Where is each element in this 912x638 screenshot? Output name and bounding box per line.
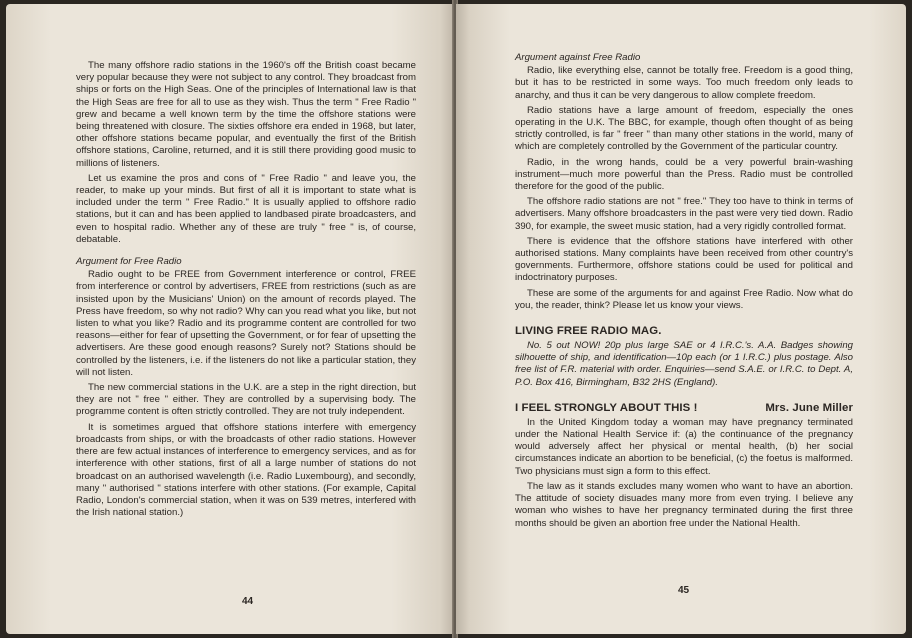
- subheading-argument-for: Argument for Free Radio: [76, 256, 182, 268]
- intro-paragraph: Let us examine the pros and cons of " Free Radio " and leave you, the reader, to make up your minds. But first of all it is important to state what is included under the term " Free Radio." It is usually applied to offshore radio stations, but it can and has been applied to landbased pirate broadcasters, and even to hospital radio. Whether any of these are truly " free " is, of course, debatable.: [76, 172, 416, 245]
- body-paragraph: These are some of the arguments for and against Free Radio. Now what do you, the reader, think? Please let us know your views.: [515, 287, 853, 311]
- intro-paragraph: The many offshore radio stations in the 1960's off the British coast became very popular because they were not subject to any control. They broadcast from ships or forts on the High Seas. One of the principles of International law is that the High Seas are free for all to use as they wish. Thus the term " Free Radio " grew and became a well known term by the time the offshore stations were being threatened with closure. The sixties offshore era ended in 1968, but later, other offshore stations became popular, and eventually the first of the British offshore stations, Caroline, returned, and it is still there providing good music to millions of listeners.: [76, 60, 416, 169]
- author-name: Mrs. June Miller: [765, 401, 853, 414]
- body-paragraph: Radio stations have a large amount of freedom, especially the ones operating in the U.K. The BBC, for example, though often thought of as being strictly controlled, is far " freer " than many other stations in the world, many of which are completely controlled by the Government of the particular country.: [515, 104, 853, 153]
- body-paragraph: Radio, like everything else, cannot be totally free. Freedom is a good thing, but it has to be restricted in some ways. Too much freedom only leads to anarchy, and thus it can be very dangerous to allow complete freedom.: [515, 65, 853, 101]
- body-paragraph: It is sometimes argued that offshore stations interfere with emergency broadcasts from ships, or with the broadcasts of other radio stations. However there are few actual instances of interference to emergency services, and as for interference with other stations, first of all a large number of stations do not broadcast on an authorised wavelength (i.e. Radio Luxembourg), and secondly, many " authorised " stations interfere with other stations. (For example, Capital Radio, London's commercial station, when it was on 539 metres, interfered with the Irish national station.): [76, 421, 416, 519]
- body-paragraph: There is evidence that the offshore stations have interfered with other authorised stations. Many complaints have been received from other country's governments. Furthermore, offshore stations could be used for political and indoctrinatory purposes.: [515, 235, 853, 284]
- feel-heading: I FEEL STRONGLY ABOUT THIS !: [515, 401, 698, 414]
- left-page: [6, 4, 454, 634]
- left-page-text: [76, 60, 416, 522]
- mag-heading: LIVING FREE RADIO MAG.: [515, 325, 662, 338]
- body-paragraph: In the United Kingdom today a woman may have pregnancy terminated under the National Health Service if: (a) the continuance of the pregnancy would adversely affect her physical or mental health, (b) her social circumstances indicate an abortion to be beneficial, (c) the foetus is malformed. Two physicians must sign a form to this effect.: [515, 416, 853, 477]
- page-number: 45: [678, 585, 690, 596]
- page-number: 44: [242, 596, 254, 607]
- right-page: [456, 4, 906, 634]
- right-page-text: [515, 52, 853, 533]
- body-paragraph: The law as it stands excludes many women who want to have an abortion. The attitude of society disuades many more from even trying. I believe any woman who wishes to have her pregnancy terminated during the first three months should be given an abortion free under the National Health.: [515, 480, 853, 529]
- body-paragraph: The offshore radio stations are not " free." They too have to think in terms of advertisers. Many offshore broadcasters in the past were very tied down. Radio 390, for example, the sweet music station, had a very rigidly controlled format.: [515, 196, 853, 232]
- body-paragraph: Radio ought to be FREE from Government interference or control, FREE from interference or control by advertisers, FREE from restrictions (such as are insisted upon by the Musicians' Union) on the amount of records played. The Press have freedom, so why not radio? Why can you read what you like, but not listen to what you like? Radio and its programme content are controlled for two reasons—either for fear of upsetting the Government, or for fear of upsetting the advertisers. Are these good enough reasons? Surely not? Stations should be controlled by the listeners, i.e. if the listeners do not like a particular station, they will not listen.: [76, 269, 416, 378]
- subheading-argument-against: Argument against Free Radio: [515, 52, 641, 63]
- feel-heading-row: [515, 401, 853, 415]
- body-paragraph: The new commercial stations in the U.K. are a step in the right direction, but they are not " free " either. They are controlled by a supervising body. The programme content is often strictly controlled. They are not truly independent.: [76, 382, 416, 418]
- mag-advert: No. 5 out NOW! 20p plus large SAE or 4 I.R.C.'s. A.A. Badges showing silhouette of ship, and identification—10p each (or 1 I.R.C.) plus postage. Also free list of F.R. material with order. Enquiries—send S.A.E. or I.R.C. to Dept. A, P.O. Box 416, Birmingham, B32 2HS (England).: [515, 340, 853, 388]
- body-paragraph: Radio, in the wrong hands, could be a very powerful brain-washing instrument—much more powerful than the Press. Radio must be controlled therefore for the good of the public.: [515, 156, 853, 193]
